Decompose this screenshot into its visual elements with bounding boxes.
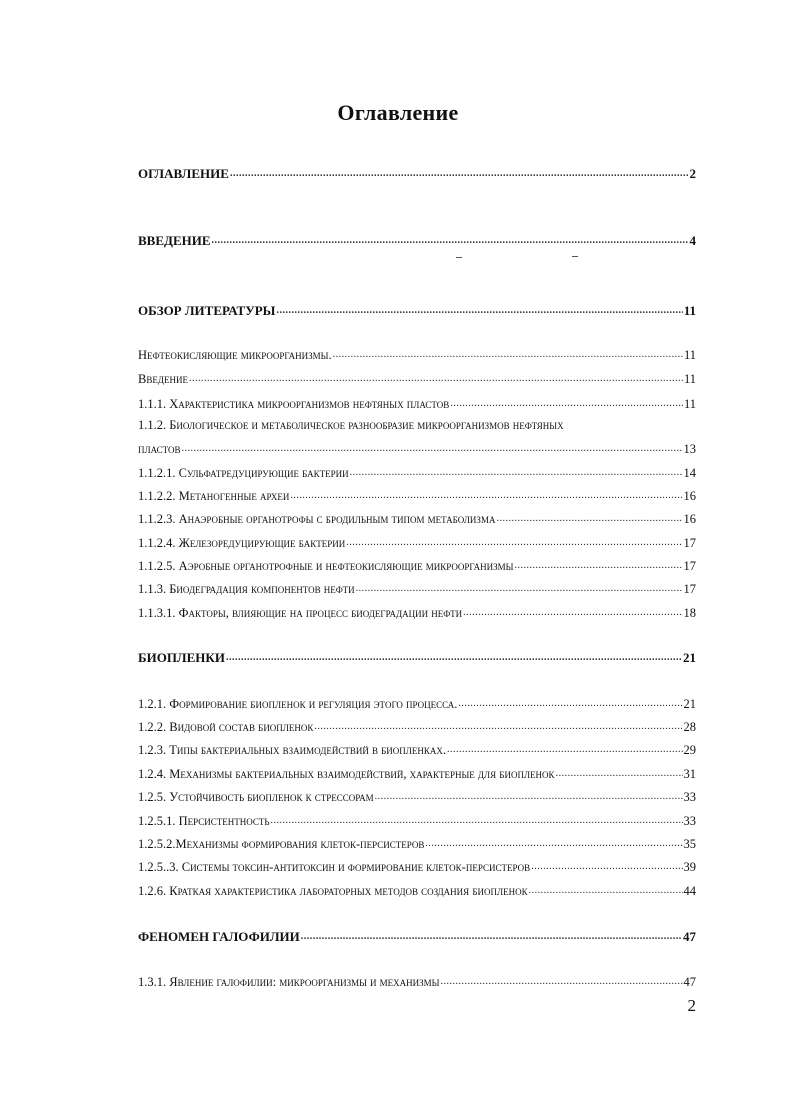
toc-page: 28 [683, 720, 696, 734]
toc-entry[interactable] [138, 719, 696, 735]
toc-page: 11 [683, 372, 696, 386]
dot-leader [301, 929, 682, 945]
dot-leader [212, 233, 689, 249]
toc-page: 21 [683, 697, 696, 711]
dot-leader [350, 465, 683, 481]
dot-leader [230, 166, 689, 182]
dot-leader [463, 605, 682, 621]
toc-entry[interactable] [138, 488, 696, 504]
dot-leader [447, 742, 682, 758]
toc-entry[interactable] [138, 441, 696, 457]
scan-speck [572, 256, 578, 257]
toc-page: 47 [683, 929, 696, 944]
toc-entry[interactable] [138, 742, 696, 758]
toc-page: 33 [683, 790, 696, 804]
toc-page: 29 [683, 743, 696, 757]
toc-label: ВВЕДЕНИЕ [138, 233, 211, 248]
toc-entry[interactable] [138, 836, 696, 852]
toc-page: 17 [683, 536, 696, 550]
toc-label: БИОПЛЕНКИ [138, 650, 225, 665]
toc-page: 47 [683, 975, 696, 989]
dot-leader [458, 696, 682, 712]
toc-label: 1.1.1. Характеристика микроорганизмов нефтяных пластов [138, 397, 450, 411]
toc-label: 1.2.6. Краткая характеристика лабораторных методов создания биопленок [138, 884, 528, 898]
toc-label: 1.1.2.4. Железоредуцирующие бактерии [138, 536, 346, 550]
dot-leader [441, 974, 683, 990]
toc-page: 17 [683, 559, 696, 573]
toc-label: Введение [138, 372, 188, 386]
dot-leader [556, 766, 683, 782]
dot-leader [276, 303, 682, 319]
toc-page: 35 [683, 837, 696, 851]
dot-leader [314, 719, 682, 735]
toc-entry[interactable] [138, 605, 696, 621]
toc-entry[interactable] [138, 766, 696, 782]
toc-label: 1.2.5. Устойчивость биопленок к стрессорам [138, 790, 374, 804]
dot-leader [333, 347, 683, 363]
toc-label: 1.2.5.2.Механизмы формирования клеток-персистеров [138, 837, 425, 851]
toc-page: 11 [683, 348, 696, 362]
toc-page: 2 [689, 166, 696, 181]
toc-page: 31 [683, 767, 696, 781]
dot-leader [290, 488, 682, 504]
toc-label: 1.2.5..3. Системы токсин-антитоксин и формирование клеток-персистеров [138, 860, 531, 874]
toc-label: 1.2.1. Формирование биопленок и регуляция этого процесса. [138, 697, 458, 711]
toc-label: 1.3.1. Явление галофилии: микроорганизмы и механизмы [138, 975, 440, 989]
page-title: Оглавление [337, 100, 459, 125]
toc-label: 1.1.2.3. Анаэробные органотрофы с бродильным типом метаболизма [138, 512, 496, 526]
toc-label: ФЕНОМЕН ГАЛОФИЛИИ [138, 929, 300, 944]
toc-label: ОБЗОР ЛИТЕРАТУРЫ [138, 303, 276, 318]
toc-entry[interactable] [138, 535, 696, 551]
toc-label: 1.1.2.2. Метаногенные археи [138, 489, 290, 503]
toc-entry[interactable] [138, 581, 696, 597]
toc-page: 44 [683, 884, 696, 898]
toc-entry[interactable] [138, 789, 696, 805]
toc-page: 21 [683, 650, 696, 665]
toc-page: 11 [683, 303, 696, 318]
toc-entry[interactable] [138, 303, 696, 319]
toc-entry[interactable] [138, 511, 696, 527]
toc-label: 1.2.2. Видовой состав биопленок [138, 720, 314, 734]
toc-label: пластов [138, 442, 181, 456]
toc-label: 1.2.3. Типы бактериальных взаимодействий в биопленках. [138, 743, 447, 757]
toc-entry[interactable] [138, 558, 696, 574]
toc-entry[interactable] [138, 347, 696, 363]
toc-page: 4 [689, 233, 696, 248]
toc-page: 14 [683, 466, 696, 480]
toc-page: 13 [683, 442, 696, 456]
toc-entry[interactable] [138, 859, 696, 875]
toc-label: 1.1.2.1. Сульфатредуцирующие бактерии [138, 466, 349, 480]
toc-page: 16 [683, 512, 696, 526]
toc-label: 1.2.4. Механизмы бактериальных взаимодействий, характерные для биопленок [138, 767, 555, 781]
dot-leader [425, 836, 682, 852]
toc-entry[interactable] [138, 233, 696, 249]
toc-entry[interactable] [138, 813, 696, 829]
toc-label: 1.1.2.5. Аэробные органотрофные и нефтеокисляющие микроорганизмы [138, 559, 514, 573]
toc-entry[interactable] [138, 371, 696, 387]
dot-leader [496, 511, 682, 527]
toc-entry[interactable] [138, 974, 696, 990]
toc-label: 1.2.5.1. Персистентность [138, 814, 270, 828]
page-number: 2 [687, 996, 696, 1015]
dot-leader [529, 883, 683, 899]
dot-leader [226, 650, 682, 666]
dot-leader [182, 441, 683, 457]
toc-page: 17 [683, 582, 696, 596]
toc-entry[interactable] [138, 396, 696, 412]
dot-leader [531, 859, 682, 875]
toc-label: 1.1.3.1. Факторы, влияющие на процесс биодеградации нефти [138, 606, 463, 620]
scan-speck [456, 257, 462, 258]
toc-page: 33 [683, 814, 696, 828]
toc-entry-wrapped[interactable]: 1.1.2. Биологическое и метаболическое разнообразие микроорганизмов нефтяных [138, 418, 564, 432]
toc-page: 39 [683, 860, 696, 874]
dot-leader [346, 535, 682, 551]
toc-entry[interactable] [138, 650, 696, 666]
toc-page: 18 [683, 606, 696, 620]
toc-entry[interactable] [138, 465, 696, 481]
toc-label: Нефтеокисляющие микроорганизмы. [138, 348, 332, 362]
toc-page: 11 [683, 397, 696, 411]
toc-entry[interactable] [138, 929, 696, 945]
toc-entry[interactable] [138, 696, 696, 712]
dot-leader [271, 813, 683, 829]
dot-leader [189, 371, 683, 387]
dot-leader [514, 558, 682, 574]
toc-entry[interactable] [138, 166, 696, 182]
toc-label: ОГЛАВЛЕНИЕ [138, 166, 229, 181]
toc-page: 16 [683, 489, 696, 503]
dot-leader [375, 789, 683, 805]
toc-label: 1.1.3. Биодеградация компонентов нефти [138, 582, 355, 596]
dot-leader [450, 396, 683, 412]
dot-leader [356, 581, 683, 597]
toc-entry[interactable] [138, 883, 696, 899]
